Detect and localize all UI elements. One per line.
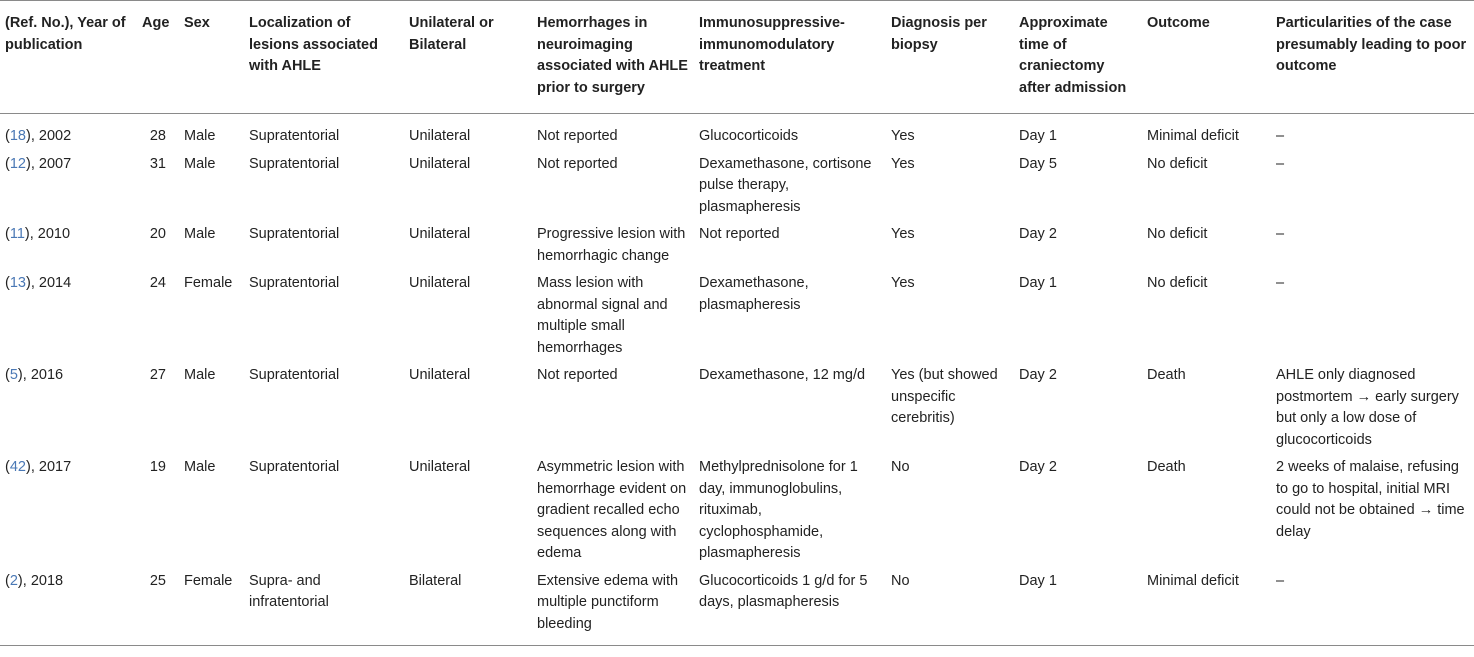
cell-laterality: Bilateral [405,568,533,646]
header-time: Approximate time of craniectomy after admission [1015,1,1143,114]
cell-hemorrhages: Not reported [537,155,618,172]
cell-localization: Supratentorial [249,367,340,383]
year: 2016 [30,367,64,383]
cell-age: 20 [149,226,166,242]
cell-biopsy: Yes [891,128,915,144]
cell-age: 24 [149,275,166,291]
cell-particularities: – [1276,226,1285,242]
year: 2007 [38,155,72,172]
cell-particularities: 2 weeks of malaise, refusing to go to hospital, initial MRI could not be obtained → time delay [1276,459,1465,540]
cell-particularities: AHLE only diagnosed postmortem → early surgery but only a low dose of glucocorticoids [1276,367,1459,448]
cell-sex: Male [184,459,216,475]
cell-time: Day 1 [1019,128,1057,144]
header-localization: Localization of lesions associated with AHLE [245,1,405,114]
table-row [0,568,1474,646]
cell-sex: Male [184,226,216,242]
cell-treatment: Glucocorticoids [699,128,799,144]
cell-sex: Male [184,155,216,172]
cell-biopsy: Yes [891,226,915,242]
cell-treatment: Dexamethasone, 12 mg/d [699,367,866,383]
cell-laterality: Unilateral [409,275,471,291]
cell-time: Day 1 [1019,275,1057,291]
cell-biopsy: No [887,568,1015,646]
ref-link[interactable]: 42 [9,459,26,475]
year: 2018 [30,572,64,589]
ref-link[interactable]: 13 [9,275,26,291]
cell-time: Day 1 [1015,568,1143,646]
cell-hemorrhages: Extensive edema with multiple punctiform bleeding [533,568,695,646]
cell-ref-year: (12), 2007 [5,155,72,172]
cell-time: Day 2 [1019,367,1057,383]
cell-ref-year: (11), 2010 [5,226,71,242]
cell-hemorrhages: Asymmetric lesion with hemorrhage evident on gradient recalled echo sequences along with edema [537,459,687,561]
cell-laterality: Unilateral [409,128,471,144]
cell-particularities: – [1272,568,1474,646]
cell-outcome: Minimal deficit [1147,128,1239,144]
header-hemorrhages: Hemorrhages in neuroimaging associated with AHLE prior to surgery [533,1,695,114]
header-sex: Sex [180,1,245,114]
header-particularities: Particularities of the case presumably leading to poor outcome [1272,1,1474,114]
cell-ref-year: (5), 2016 [5,367,64,383]
year: 2014 [38,275,72,291]
cell-ref-year: (2), 2018 [0,568,138,646]
cell-time: Day 2 [1019,459,1057,475]
cell-sex: Female [180,568,245,646]
cell-age: 28 [149,128,166,144]
cell-particularities: – [1276,155,1285,172]
header-row [0,1,1474,114]
cell-localization: Supratentorial [249,226,340,242]
cell-treatment: Methylprednisolone for 1 day, immunoglobulins, rituximab, cyclophosphamide, plasmapheresis [699,459,858,561]
cell-outcome: Minimal deficit [1143,568,1272,646]
header-age: Age [138,1,180,114]
year: 2017 [38,459,72,475]
cell-age: 27 [149,367,166,383]
cell-ref-year: (18), 2002 [5,128,72,144]
cell-hemorrhages: Not reported [537,128,618,144]
cell-laterality: Unilateral [409,155,471,172]
cell-time: Day 2 [1019,226,1057,242]
cell-sex: Male [184,128,216,144]
cell-biopsy: No [891,459,910,475]
ref-link[interactable]: 18 [9,128,26,144]
cell-hemorrhages: Progressive lesion with hemorrhagic change [537,226,686,264]
cell-treatment: Dexamethasone, cortisone pulse therapy, plasmapheresis [699,155,872,215]
cell-time: Day 5 [1019,155,1057,172]
cell-treatment: Dexamethasone, plasmapheresis [699,275,809,313]
cell-particularities: – [1276,128,1285,144]
ref-link[interactable]: 5 [9,367,18,383]
cell-localization: Supra- and infratentorial [245,568,405,646]
cell-ref-year: (13), 2014 [5,275,72,291]
year: 2010 [37,226,71,242]
cell-localization: Supratentorial [249,275,340,291]
cell-outcome: Death [1147,367,1186,383]
cell-ref-year: (42), 2017 [5,459,72,475]
cell-age: 31 [149,155,166,172]
cell-outcome: No deficit [1147,275,1208,291]
table-row [0,270,1474,362]
table-row [0,362,1474,454]
cell-particularities: – [1276,275,1285,291]
ref-link[interactable]: 11 [9,226,25,242]
cell-treatment: Glucocorticoids 1 g/d for 5 days, plasmapheresis [695,568,887,646]
header-biopsy: Diagnosis per biopsy [887,1,1015,114]
table-row [0,151,1474,222]
cell-localization: Supratentorial [249,155,340,172]
cell-treatment: Not reported [699,226,780,242]
cell-sex: Male [184,367,216,383]
header-laterality: Unilateral or Bilateral [405,1,533,114]
cell-sex: Female [184,275,233,291]
cell-laterality: Unilateral [409,459,471,475]
cell-hemorrhages: Mass lesion with abnormal signal and multiple small hemorrhages [537,275,668,356]
cell-localization: Supratentorial [249,459,340,475]
cell-biopsy: Yes (but showed unspecific cerebritis) [891,367,998,426]
cell-outcome: No deficit [1147,226,1208,242]
cell-age: 25 [138,568,180,646]
table-row [0,221,1474,270]
header-treatment: Immunosuppressive-immunomodulatory treatment [695,1,887,114]
cell-outcome: No deficit [1147,155,1208,172]
table-row [0,114,1474,151]
table-row [0,454,1474,568]
cell-biopsy: Yes [891,155,915,172]
cell-hemorrhages: Not reported [537,367,618,383]
cell-laterality: Unilateral [409,367,471,383]
cell-localization: Supratentorial [249,128,340,144]
cell-outcome: Death [1147,459,1186,475]
header-outcome: Outcome [1143,1,1272,114]
cell-age: 19 [149,459,166,475]
cell-laterality: Unilateral [409,226,471,242]
ref-link[interactable]: 12 [9,155,26,172]
cell-biopsy: Yes [891,275,915,291]
header-ref-year: (Ref. No.), Year of publication [0,1,138,114]
year: 2002 [38,128,72,144]
ref-link[interactable]: 2 [9,572,18,589]
